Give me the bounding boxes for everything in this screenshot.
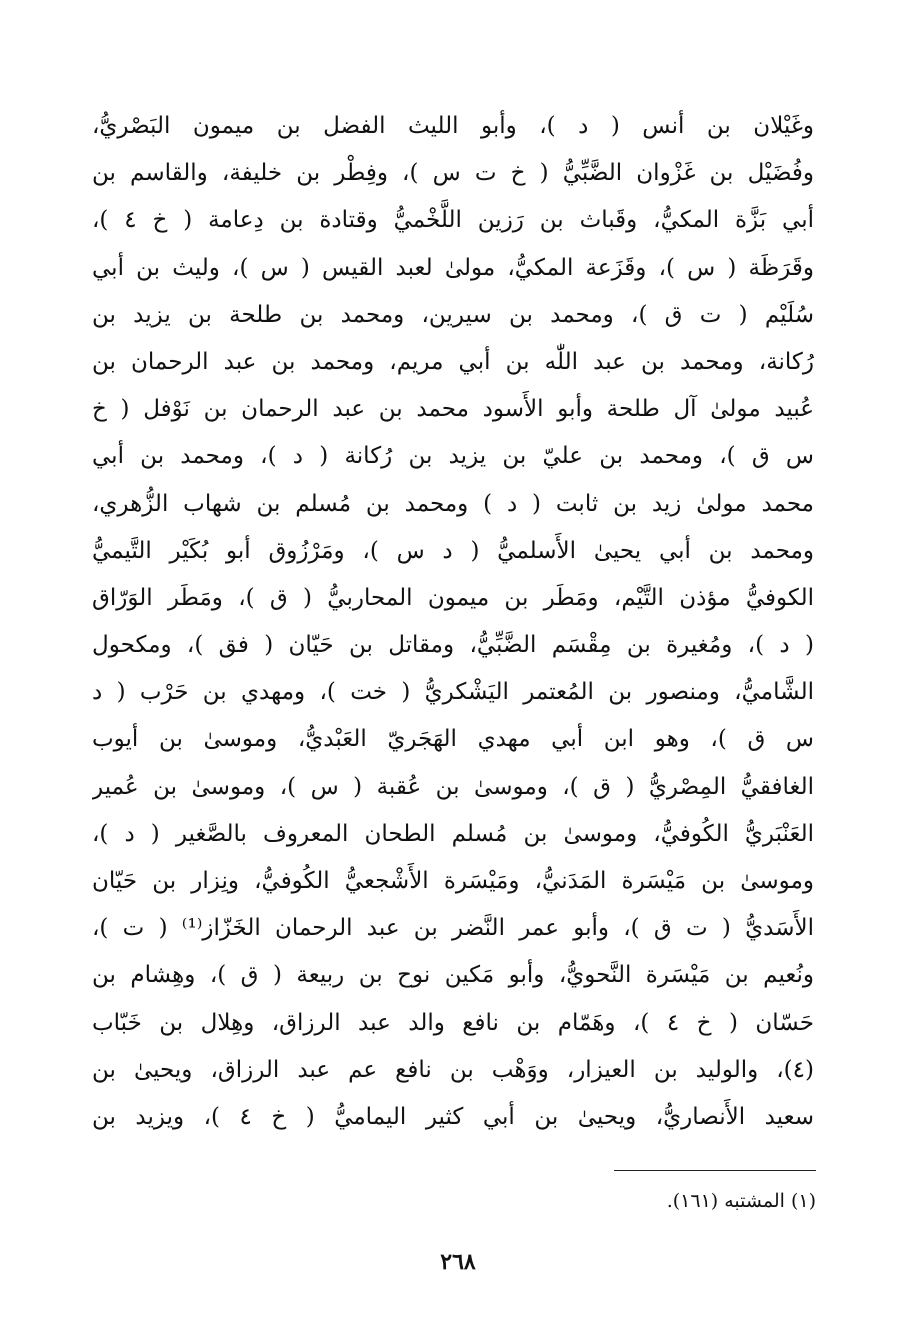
text-line: العَنْبَريُّ الكُوفيُّ، وموسىٰ بن مُسلم الطحان المعروف بالصَّغير ( د )، — [92, 820, 814, 847]
text-line: حَسّان ( خ ٤ )، وهَمّام بن نافع والد عبد الرزاق، وهِلال بن خَبّاب — [92, 1009, 814, 1036]
footnote-divider — [614, 1170, 816, 1171]
text-line: الشَّاميُّ، ومنصور بن المُعتمر اليَشْكريُّ ( خت )، ومهدي بن حَرْب ( د — [92, 679, 814, 706]
text-line: (٤)، والوليد بن العيزار، ووَهْب بن نافع عم عبد الرزاق، ويحيىٰ بن — [92, 1056, 814, 1083]
text-line: ومحمد بن أبي يحيىٰ الأَسلميُّ ( د س )، ومَرْزُوق أبو بُكَيْر التَّيميُّ — [92, 537, 814, 564]
text-line: وموسىٰ بن مَيْسَرة المَدَنيُّ، ومَيْسَرة الأَشْجعيُّ الكُوفيُّ، ونِزار بن حَيّان — [92, 868, 814, 894]
page-number: ٢٦٨ — [440, 1249, 476, 1275]
text-line: سُلَيْم ( ت ق )، ومحمد بن سيرين، ومحمد بن طلحة بن يزيد بن — [92, 301, 814, 328]
text-line: ( د )، ومُغيرة بن مِقْسَم الضَّبِّيُّ، ومقاتل بن حَيّان ( فق )، ومكحول — [92, 632, 814, 659]
text-line: وغَيْلان بن أنس ( د )، وأبو الليث الفضل بن ميمون البَصْريُّ، — [92, 113, 814, 139]
text-line: س ق )، ومحمد بن عليّ بن يزيد بن رُكانة ( د )، ومحمد بن أبي — [92, 443, 814, 470]
text-line: رُكانة، ومحمد بن عبد اللّٰه بن أبي مريم، ومحمد بن عبد الرحمان بن — [92, 348, 814, 375]
text-line: وقَرَظَة ( س )، وقَزَعة المكيُّ، مولىٰ لعبد القيس ( س )، وليث بن أبي — [92, 254, 814, 281]
text-line: عُبيد مولىٰ آل طلحة وأبو الأَسود محمد بن عبد الرحمان بن نَوْفل ( خ — [92, 396, 814, 423]
body-text — [92, 103, 814, 1141]
text-line: ونُعيم بن مَيْسَرة النَّحويُّ، وأبو مَكين نوح بن ربيعة ( ق )، وهِشام بن — [92, 962, 814, 989]
text-line: الأَسَديُّ ( ت ق )، وأبو عمر النَّضر بن عبد الرحمان الخَزّاز⁽¹⁾ ( ت )، — [92, 915, 814, 942]
footnote: (١) المشتبه (١٦١). — [666, 1190, 816, 1212]
text-line: الكوفيُّ مؤذن التَّيْم، ومَطَر بن ميمون المحاربيُّ ( ق )، ومَطَر الوَرّاق — [92, 584, 814, 611]
text-line: س ق )، وهو ابن أبي مهدي الهَجَريّ العَبْديُّ، وموسىٰ بن أيوب — [92, 726, 814, 753]
text-line: أبي بَزَّة المكيُّ، وقَباث بن رَزين اللَّخْميُّ وقتادة بن دِعامة ( خ ٤ )، — [92, 207, 814, 234]
text-line: وفُضَيْل بن غَزْوان الضَّبِّيُّ ( خ ت س )، وفِطْر بن خليفة، والقاسم بن — [92, 160, 814, 187]
text-line: محمد مولىٰ زيد بن ثابت ( د ) ومحمد بن مُسلم بن شهاب الزُّهري، — [92, 490, 814, 517]
text-line: الغافقيُّ المِصْريُّ ( ق )، وموسىٰ بن عُقبة ( س )، وموسىٰ بن عُمير — [92, 773, 814, 800]
text-line: سعيد الأَنصاريُّ، ويحيىٰ بن أبي كثير اليماميُّ ( خ ٤ )، ويزيد بن — [92, 1103, 814, 1130]
